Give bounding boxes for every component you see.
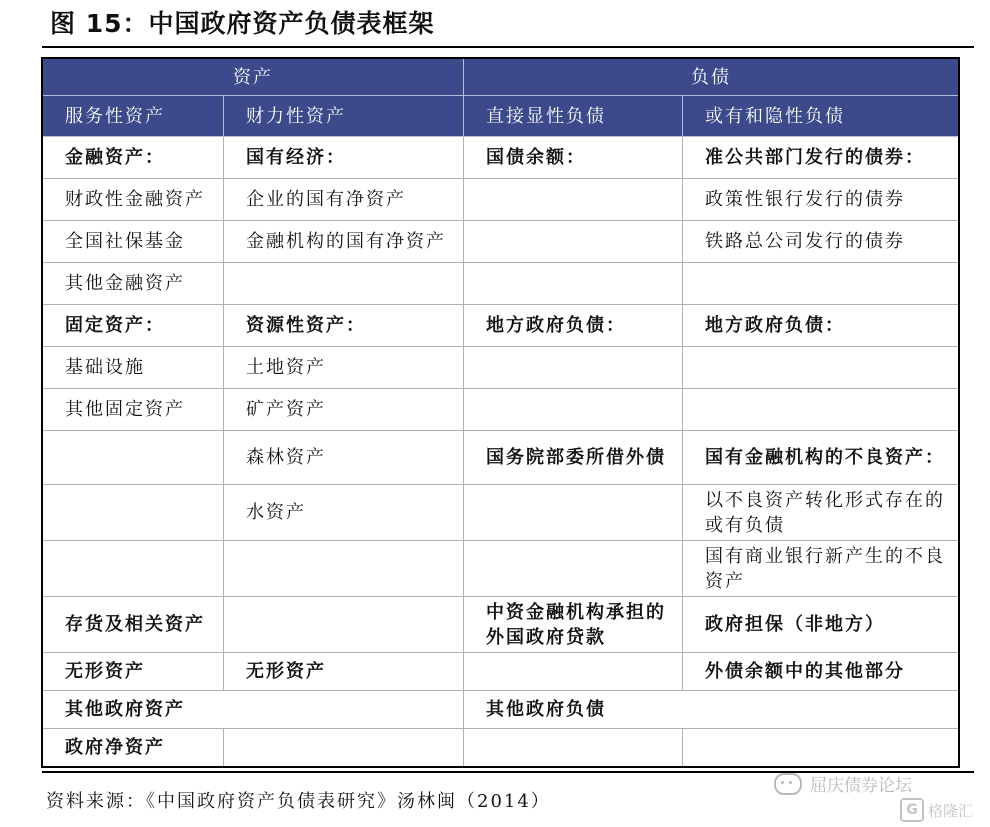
other-government-liabilities: 其他政府负债 (464, 691, 959, 729)
table-cell (683, 347, 959, 389)
table-cell: 全国社保基金 (43, 221, 224, 263)
table-row-other (43, 691, 959, 729)
table-cell: 其他固定资产 (43, 389, 224, 431)
table-cell: 矿产资产 (224, 389, 464, 431)
table-cell: 资源性资产： (224, 305, 464, 347)
table-cell (464, 485, 683, 541)
table-cell: 水资产 (224, 485, 464, 541)
table-row-net (43, 729, 959, 767)
header-assets: 资产 (43, 59, 464, 96)
table-cell: 基础设施 (43, 347, 224, 389)
table-cell: 无形资产 (224, 653, 464, 691)
table-cell (464, 541, 683, 597)
table-cell: 财政性金融资产 (43, 179, 224, 221)
source-note: 资料来源：《中国政府资产负债表研究》汤林闽（2014） (46, 791, 551, 812)
table-cell: 铁路总公司发行的债券 (683, 221, 959, 263)
watermark-text-2: 格隆汇 (928, 801, 974, 820)
table-cell: 国债余额： (464, 137, 683, 179)
table-cell: 企业的国有净资产 (224, 179, 464, 221)
table-cell: 国务院部委所借外债 (464, 431, 683, 485)
table-cell: 金融机构的国有净资产 (224, 221, 464, 263)
table-cell: 地方政府负债： (683, 305, 959, 347)
table-cell: 政府担保（非地方） (683, 597, 959, 653)
header-service-assets: 服务性资产 (43, 96, 224, 137)
table-cell (464, 389, 683, 431)
table-row (43, 431, 959, 485)
table-cell (464, 179, 683, 221)
table-cell: 外债余额中的其他部分 (683, 653, 959, 691)
table-row (43, 305, 959, 347)
table-row (43, 389, 959, 431)
table-cell: 固定资产： (43, 305, 224, 347)
header-direct-liabilities: 直接显性负债 (464, 96, 683, 137)
watermark-text: 屈庆债券论坛 (810, 776, 912, 796)
table-cell (464, 729, 683, 767)
header-fiscal-assets: 财力性资产 (224, 96, 464, 137)
table-cell: 国有金融机构的不良资产： (683, 431, 959, 485)
table-row (43, 347, 959, 389)
table-cell: 无形资产 (43, 653, 224, 691)
figure-title: 图 15：中国政府资产负债表框架 (50, 9, 435, 38)
table-cell (224, 541, 464, 597)
table-cell: 中资金融机构承担的外国政府贷款 (464, 597, 683, 653)
table-cell: 其他金融资产 (43, 263, 224, 305)
watermark-wechat (774, 771, 912, 796)
header-row-top (43, 59, 959, 96)
table-cell: 金融资产： (43, 137, 224, 179)
header-row-columns (43, 96, 959, 137)
table-cell: 土地资产 (224, 347, 464, 389)
gelonghui-logo-icon: G (900, 798, 924, 822)
top-rule (42, 46, 974, 48)
table-row (43, 485, 959, 541)
header-contingent-liabilities: 或有和隐性负债 (683, 96, 959, 137)
table-cell (683, 263, 959, 305)
wechat-icon (774, 773, 802, 795)
table-cell (43, 485, 224, 541)
table-cell: 国有经济： (224, 137, 464, 179)
table-row (43, 179, 959, 221)
table-cell (464, 263, 683, 305)
table-cell (464, 653, 683, 691)
table-cell (464, 347, 683, 389)
table-cell (683, 729, 959, 767)
table-cell: 政策性银行发行的债券 (683, 179, 959, 221)
table-cell (43, 541, 224, 597)
table-cell (224, 729, 464, 767)
table-row (43, 221, 959, 263)
table-cell: 国有商业银行新产生的不良资产 (683, 541, 959, 597)
header-liabilities: 负债 (464, 59, 959, 96)
table-cell (683, 389, 959, 431)
table-cell: 地方政府负债： (464, 305, 683, 347)
table-cell (224, 263, 464, 305)
watermark-gelonghui (900, 798, 973, 822)
table-row (43, 263, 959, 305)
table-cell: 森林资产 (224, 431, 464, 485)
table-cell (224, 597, 464, 653)
balance-sheet-table (42, 58, 959, 767)
table-row (43, 597, 959, 653)
table-row (43, 137, 959, 179)
table-cell: 存货及相关资产 (43, 597, 224, 653)
table-row (43, 653, 959, 691)
other-government-assets: 其他政府资产 (43, 691, 464, 729)
table-cell (43, 431, 224, 485)
table-cell (464, 221, 683, 263)
table-cell: 以不良资产转化形式存在的或有负债 (683, 485, 959, 541)
government-net-assets: 政府净资产 (43, 729, 224, 767)
table-row (43, 541, 959, 597)
table-cell: 准公共部门发行的债券： (683, 137, 959, 179)
